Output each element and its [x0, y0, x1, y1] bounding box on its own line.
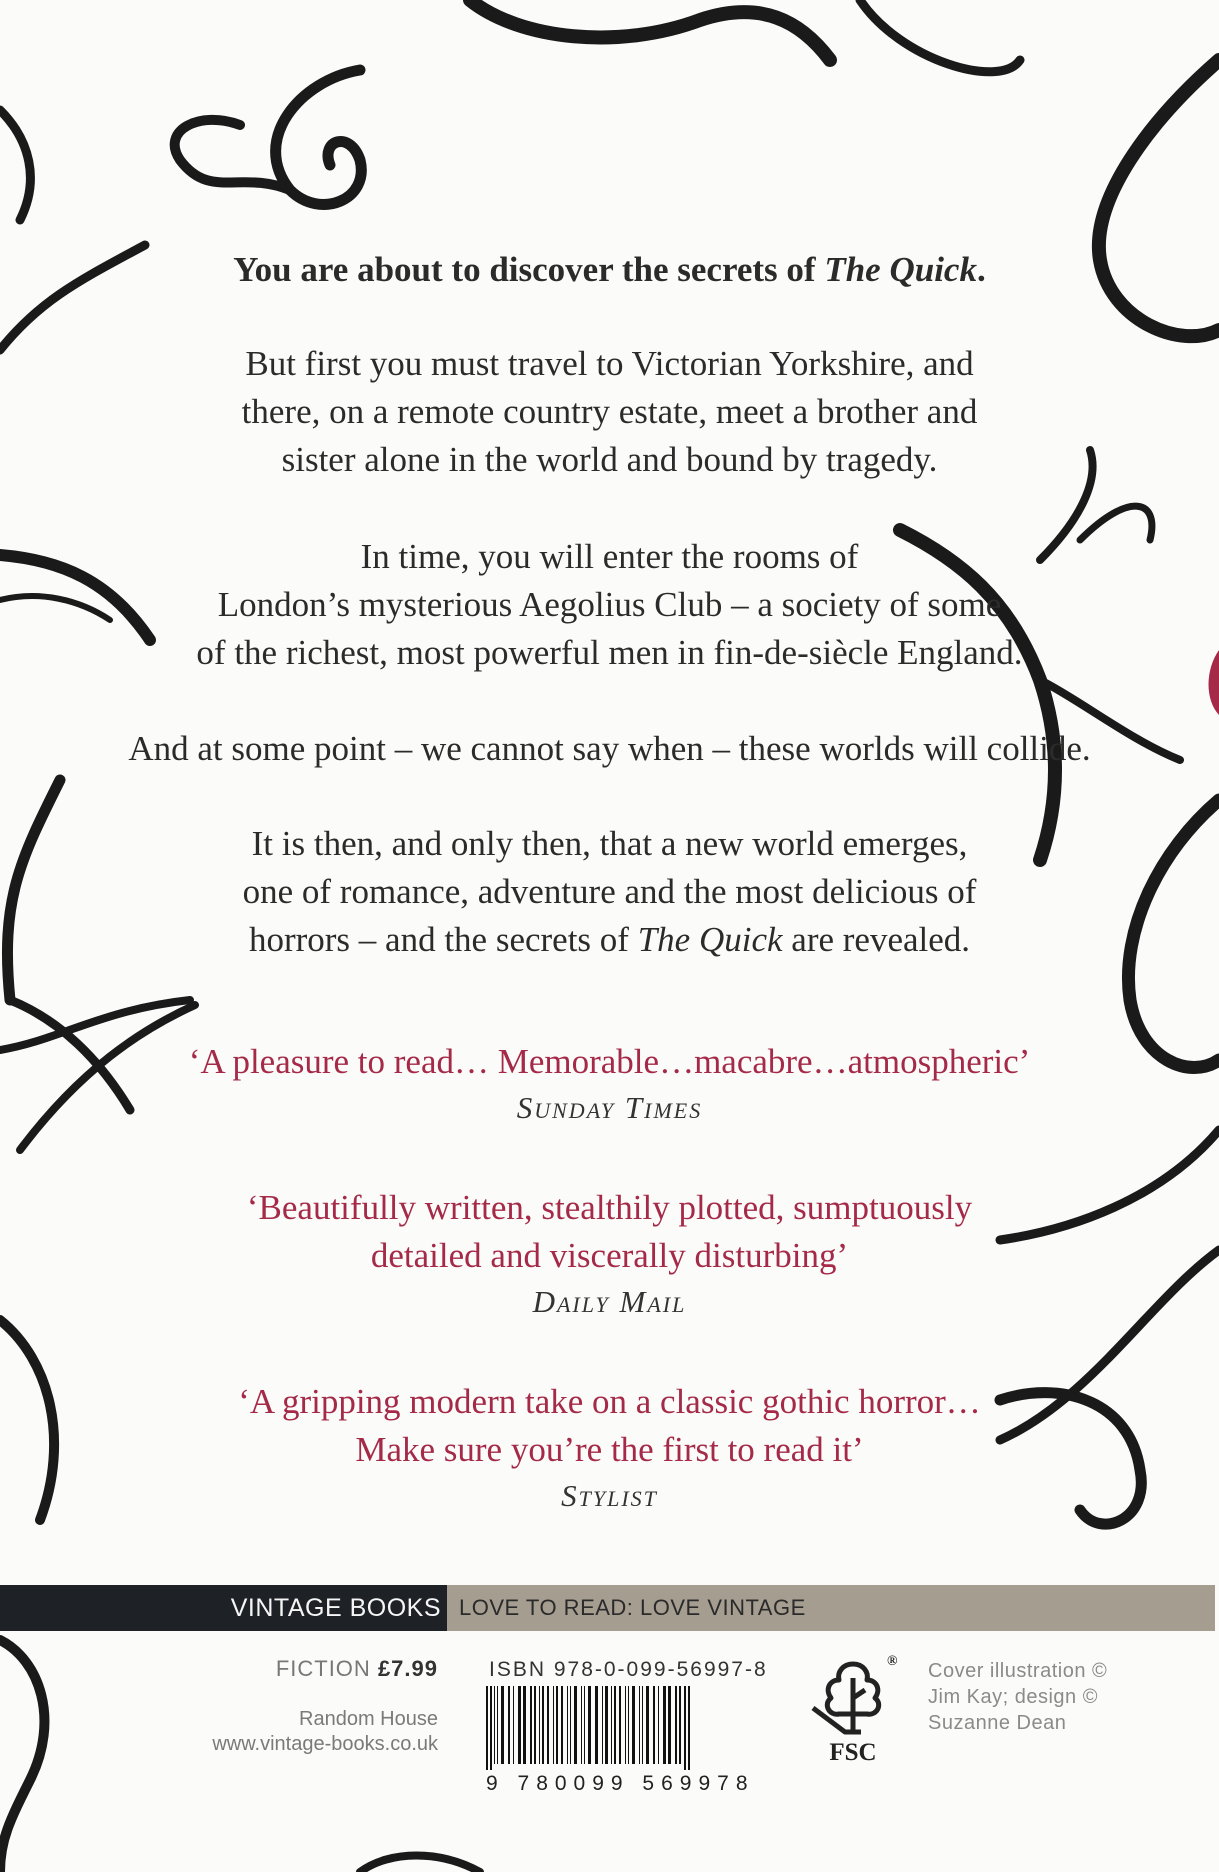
barcode-bar: [518, 1686, 521, 1764]
barcode-bar: [632, 1686, 635, 1764]
cover-credits: Cover illustration © Jim Kay; design © Suzanne Dean: [928, 1660, 1108, 1734]
isbn-label: ISBN 978-0-099-56997-8: [489, 1658, 768, 1681]
barcode-bar: [574, 1686, 577, 1764]
barcode-bar: [675, 1686, 677, 1764]
barcode-bar: [547, 1686, 549, 1764]
quote-source: Sunday Times: [516, 1090, 703, 1125]
barcode-bar: [588, 1686, 591, 1764]
barcode-bar: [595, 1686, 598, 1764]
barcode-bar: [534, 1686, 536, 1764]
barcode-bar: [553, 1686, 554, 1764]
slogan-label: LOVE TO READ: LOVE VINTAGE: [447, 1585, 1215, 1631]
price-label: FICTION £7.99: [275, 1656, 438, 1681]
review-quote-3: ‘A gripping modern take on a classic gothic horror… Make sure you’re the first to read it’ Stylist: [0, 1378, 1219, 1514]
barcode-bar: [490, 1686, 492, 1770]
fsc-label: FSC: [829, 1739, 877, 1766]
barcode-bar: [646, 1686, 649, 1764]
barcode-bar: [508, 1686, 510, 1764]
barcode-bar: [679, 1686, 681, 1764]
registered-mark: ®: [887, 1654, 898, 1669]
blurb-paragraph-4: And at some point – we cannot say when – these worlds will collide.: [128, 729, 1091, 768]
blurb-paragraph-5: It is then, and only then, that a new world emerges, one of romance, adventure and the most delicious of horrors – and the secrets of The Quick are revealed.: [242, 824, 977, 959]
barcode-bar: [614, 1686, 616, 1764]
publisher-info: Random House www.vintage-books.co.uk: [212, 1708, 438, 1755]
barcode-bar: [581, 1686, 582, 1764]
barcode-digits: 9 780099 569978: [486, 1772, 755, 1795]
barcode-bar: [523, 1686, 526, 1764]
barcode-bar: [688, 1686, 690, 1770]
blurb-paragraph-2: But first you must travel to Victorian Yorkshire, and there, on a remote country estate, meet a brother and sister alone in the world and bound by tragedy.: [241, 344, 978, 479]
barcode-bar: [486, 1686, 488, 1770]
barcode-bar: [494, 1686, 495, 1764]
tree-icon: [805, 1658, 901, 1740]
barcode-bar: [605, 1686, 608, 1764]
barcode-bar: [658, 1686, 659, 1764]
barcode-bar: [639, 1686, 640, 1764]
publisher-band: [0, 1585, 1219, 1631]
book-title: The Quick: [637, 920, 783, 959]
barcode-bar: [501, 1686, 504, 1764]
barcode-bar: [539, 1686, 540, 1764]
barcode-bar: [628, 1686, 629, 1764]
barcode-bar: [619, 1686, 621, 1764]
review-quote-2: ‘Beautifully written, stealthily plotted, sumptuously detailed and viscerally disturbing’ Daily Mail: [0, 1184, 1219, 1320]
blurb-paragraph-3: In time, you will enter the rooms of London’s mysterious Aegolius Club – a society of some of the richest, most powerful men in fin-de-siècle England.: [196, 537, 1023, 672]
barcode-bar: [668, 1686, 671, 1764]
barcode-bar: [584, 1686, 585, 1764]
barcode-bar: [663, 1686, 666, 1764]
barcode-bar: [642, 1686, 643, 1764]
review-quote-1: ‘A pleasure to read… Memorable…macabre…atmospheric’ Sunday Times: [0, 1038, 1219, 1126]
fsc-logo: [805, 1654, 901, 1767]
barcode-bar: [684, 1686, 686, 1770]
barcode-bar: [542, 1686, 544, 1764]
book-title: The Quick: [824, 250, 977, 289]
imprint-label: VINTAGE BOOKS: [0, 1585, 447, 1631]
barcode-bar: [567, 1686, 568, 1764]
quote-source: Daily Mail: [532, 1284, 687, 1319]
barcode-bar: [530, 1686, 532, 1764]
quote-source: Stylist: [561, 1478, 658, 1513]
barcode-bar: [556, 1686, 558, 1764]
barcode-bar: [625, 1686, 626, 1764]
barcode-bar: [497, 1686, 498, 1764]
barcode-bar: [570, 1686, 571, 1764]
barcode-bar: [602, 1686, 603, 1764]
barcode-bar: [611, 1686, 612, 1764]
barcode-bar: [513, 1686, 514, 1764]
barcode-bar: [653, 1686, 655, 1764]
barcode-bar: [561, 1686, 563, 1764]
website-link: www.vintage-books.co.uk: [212, 1733, 438, 1755]
blurb-paragraph-1: You are about to discover the secrets of The Quick.: [233, 250, 986, 289]
barcode: [486, 1686, 766, 1770]
